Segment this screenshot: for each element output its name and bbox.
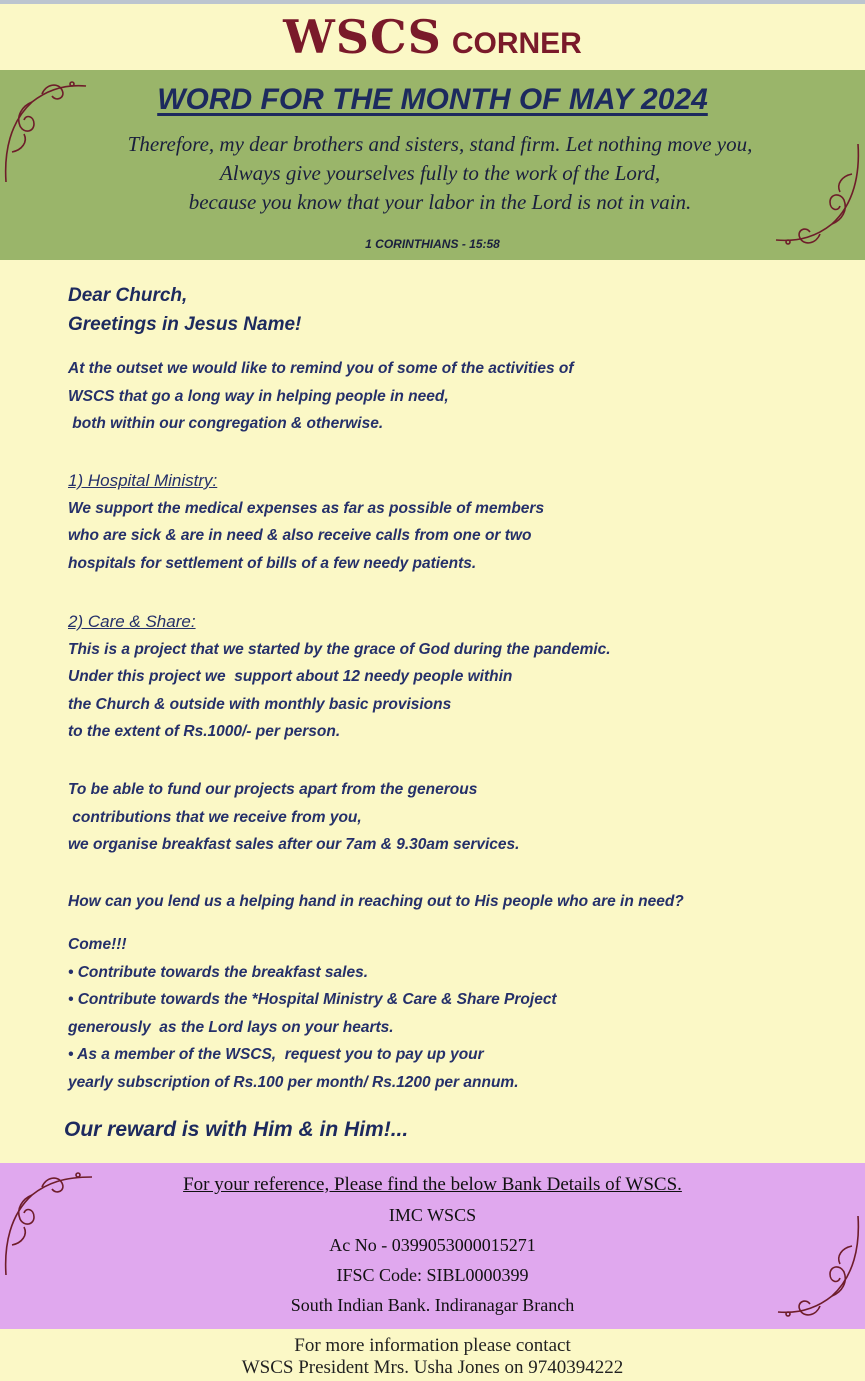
fund-line: we organise breakfast sales after our 7am & 9.30am services. [68, 836, 520, 853]
contact-info [0, 1335, 865, 1379]
ifsc-code: IFSC Code: SIBL0000399 [336, 1265, 529, 1285]
intro-paragraph [68, 355, 574, 438]
verse-reference: 1 CORINTHIANS - 15:58 [365, 237, 500, 251]
verse [60, 130, 820, 217]
greeting: Greetings in Jesus Name! [68, 314, 302, 335]
bullet-line: generously as the Lord lays on your hearts. [68, 1018, 394, 1036]
brand-wscs: WSCS [283, 10, 442, 64]
section-line: We support the medical expenses as far as possible of members [68, 499, 545, 517]
contact-line: WSCS President Mrs. Usha Jones on 9740394222 [241, 1357, 624, 1378]
bullet-line: • As a member of the WSCS, request you to pay up your [68, 1046, 484, 1063]
come: Come!!! [68, 936, 127, 953]
bank-reference: For your reference, Please find the below Bank Details of WSCS. [183, 1174, 682, 1195]
call-to-action [68, 931, 557, 1096]
bullet-line: yearly subscription of Rs.100 per month/ Rs.1200 per annum. [68, 1073, 519, 1091]
masthead [0, 10, 865, 68]
section-heading: 1) Hospital Ministry: [68, 471, 218, 490]
verse-line: because you know that your labor in the Lord is not in vain. [188, 190, 692, 214]
word-title: WORD FOR THE MONTH OF MAY 2024 [157, 83, 708, 116]
bank-branch: South Indian Bank. Indiranagar Branch [290, 1295, 575, 1315]
section-heading: 2) Care & Share: [68, 612, 196, 631]
bank-details [0, 1170, 865, 1320]
care-share-section [68, 608, 611, 746]
intro-line: both within our congregation & otherwise. [68, 415, 384, 432]
section-line: Under this project we support about 12 needy people within [68, 668, 513, 685]
greeting-block [68, 281, 301, 339]
verse-line: Therefore, my dear brothers and sisters, stand firm. Let nothing move you, [127, 132, 753, 156]
account-name: IMC WSCS [388, 1205, 477, 1225]
fund-line: contributions that we receive from you, [68, 808, 362, 826]
contact-line: For more information please contact [294, 1335, 571, 1356]
salutation: Dear Church, [68, 285, 188, 306]
question: How can you lend us a helping hand in reaching out to His people who are in need? [68, 893, 684, 910]
section-line: hospitals for settlement of bills of a few needy patients. [68, 554, 477, 572]
brand-corner: CORNER [451, 27, 582, 60]
section-line: who are sick & are in need & also receive calls from one or two [68, 527, 532, 544]
section-line: the Church & outside with monthly basic provisions [68, 695, 452, 713]
fund-line: To be able to fund our projects apart from the generous [68, 781, 478, 798]
account-number: Ac No - 0399053000015271 [329, 1235, 536, 1255]
reward-line: Our reward is with Him & in Him!... [64, 1118, 409, 1141]
section-line: This is a project that we started by the grace of God during the pandemic. [68, 640, 611, 658]
bullet-line: • Contribute towards the *Hospital Ministry & Care & Share Project [68, 991, 557, 1008]
funding-paragraph [68, 776, 519, 859]
verse-line: Always give yourselves fully to the work of the Lord, [219, 161, 661, 185]
bullet-line: • Contribute towards the breakfast sales. [68, 963, 369, 981]
intro-line: At the outset we would like to remind you of some of the activities of [68, 360, 574, 377]
intro-line: WSCS that go a long way in helping people in need, [68, 387, 449, 405]
section-line: to the extent of Rs.1000/- per person. [68, 723, 341, 740]
top-border-line [0, 0, 865, 4]
hospital-ministry-section [68, 467, 544, 577]
